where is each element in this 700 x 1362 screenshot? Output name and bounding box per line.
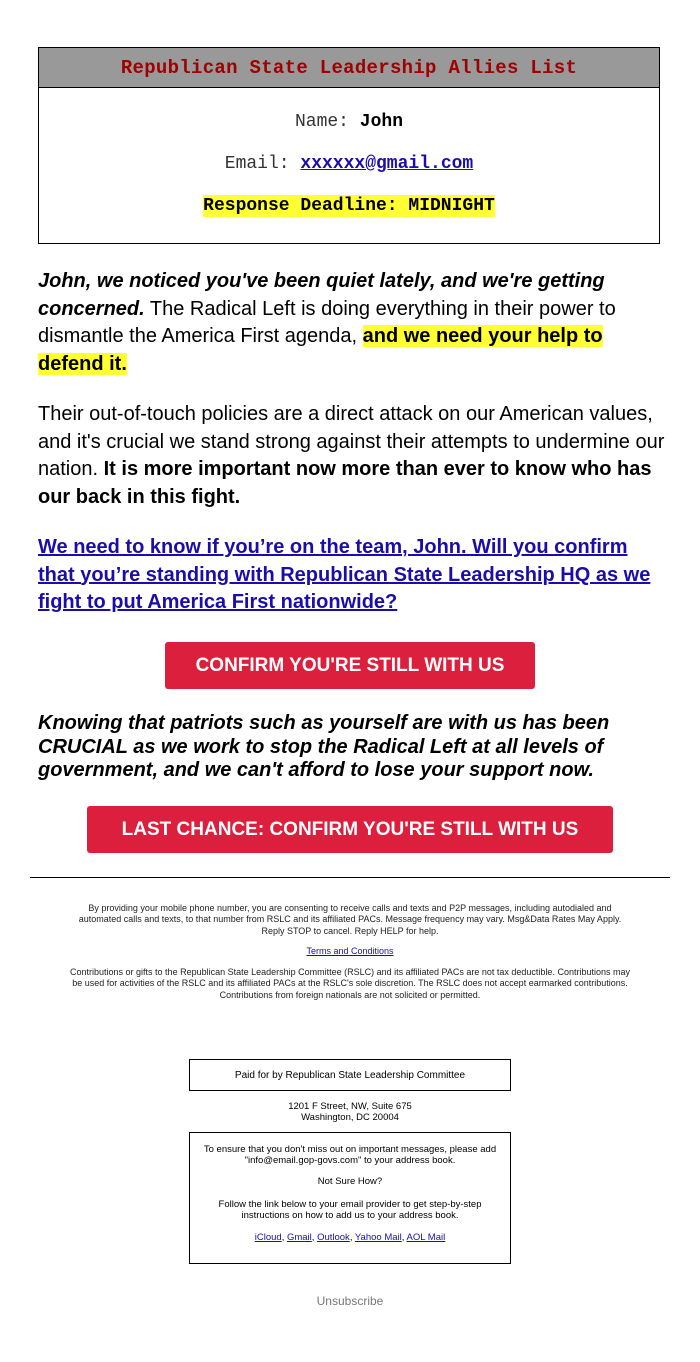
address-book-box [189,1132,511,1264]
sms-disclaimer: By providing your mobile phone number, you are consenting to receive calls and texts and P2P messages, including autodialed and automated calls and texts, to that number from RSLC and its affiliated PACs. Message frequency may vary. Msg&Data Rates May Apply. Reply STOP to cancel. Reply HELP for help. [78,903,622,936]
crucial-text: CRUCIAL [38,735,128,758]
last-chance-button[interactable]: LAST CHANCE: CONFIRM YOU'RE STILL WITH US [87,806,613,853]
terms-row [70,946,630,957]
patriots-paragraph [38,712,668,783]
intro-paragraph [38,268,668,378]
contributions-disclaimer: Contributions or gifts to the Republican State Leadership Committee (RSLC) and its affiliated PACs are not tax deductible. Contributions may be used for activities of the RSLC and its affiliated PACs at the RSLC's sole discretion. The RSLC does not accept earmarked contributions. Contributions from foreign nationals are not solicited or permitted. [70,967,630,1000]
name-row [39,112,659,132]
address-book-note: To ensure that you don't miss out on important messages, please add "info@email.gop-govs.com" to your address book. [203,1144,497,1166]
deadline-badge: Response Deadline: MIDNIGHT [203,196,495,216]
allies-list-card [38,47,660,244]
policy-paragraph [38,401,668,511]
address-line-1: 1201 F Street, NW, Suite 675 [288,1101,412,1112]
intro-highlight: and we need your help to defend it. [38,325,603,375]
policy-bold: It is more important now more than ever to know who has our back in this fight. [38,458,652,508]
email-row [39,154,659,174]
address-line-2: Washington, DC 20004 [301,1111,399,1123]
intro-text: The Radical Left is doing everything in their power to dismantle the America First agenda, [38,297,616,347]
email-link[interactable]: xxxxxx@gmail.com [300,154,474,174]
terms-link[interactable]: Terms and Conditions [306,946,394,956]
team-link-paragraph [38,534,668,617]
provider-link-yahoo[interactable]: Yahoo Mail [354,1232,402,1243]
mailing-address [189,1102,511,1123]
patriots-text-2: as we work to stop the Radical Left at all levels of government, and we can't afford to lose your support now. [38,735,604,781]
email-label: Email: [224,154,290,174]
policy-text: Their out-of-touch policies are a direct attack on our American values, and it's crucial we stand strong against their attempts to undermine our nation. [38,403,665,480]
provider-links: iCloud, Gmail, Outlook, Yahoo Mail, AOL Mail [254,1232,446,1243]
team-confirm-link[interactable]: We need to know if you’re on the team, John. Will you confirm that you’re standing with Republican State Leadership HQ as we fight to put America First nationwide? [38,536,651,613]
name-label: Name: [294,112,349,132]
footer-divider [30,877,670,878]
provider-link-icloud[interactable]: iCloud [254,1232,282,1243]
provider-link-outlook[interactable]: Outlook [317,1232,350,1243]
patriots-text-1: Knowing that patriots such as yourself are with us has been [38,712,610,734]
provider-link-gmail[interactable]: Gmail [286,1232,312,1243]
not-sure-text: Not Sure How? [317,1176,383,1187]
card-header-bar [39,48,659,88]
paid-for-text: Paid for by Republican State Leadership Committee [234,1069,466,1081]
provider-link-aol[interactable]: AOL Mail [406,1232,446,1243]
confirm-button[interactable]: CONFIRM YOU'RE STILL WITH US [165,642,535,689]
paid-for-box [189,1059,511,1091]
name-value: John [359,112,404,132]
follow-link-text: Follow the link below to your email provider to get step-by-step instructions on how to add us to your address book. [218,1199,482,1221]
unsubscribe-link[interactable]: Unsubscribe [316,1294,384,1308]
intro-bold-italic: John, we noticed you've been quiet lately, and we're getting concerned. [38,270,605,320]
card-title: Republican State Leadership Allies List [120,56,578,79]
deadline-row [39,196,659,216]
